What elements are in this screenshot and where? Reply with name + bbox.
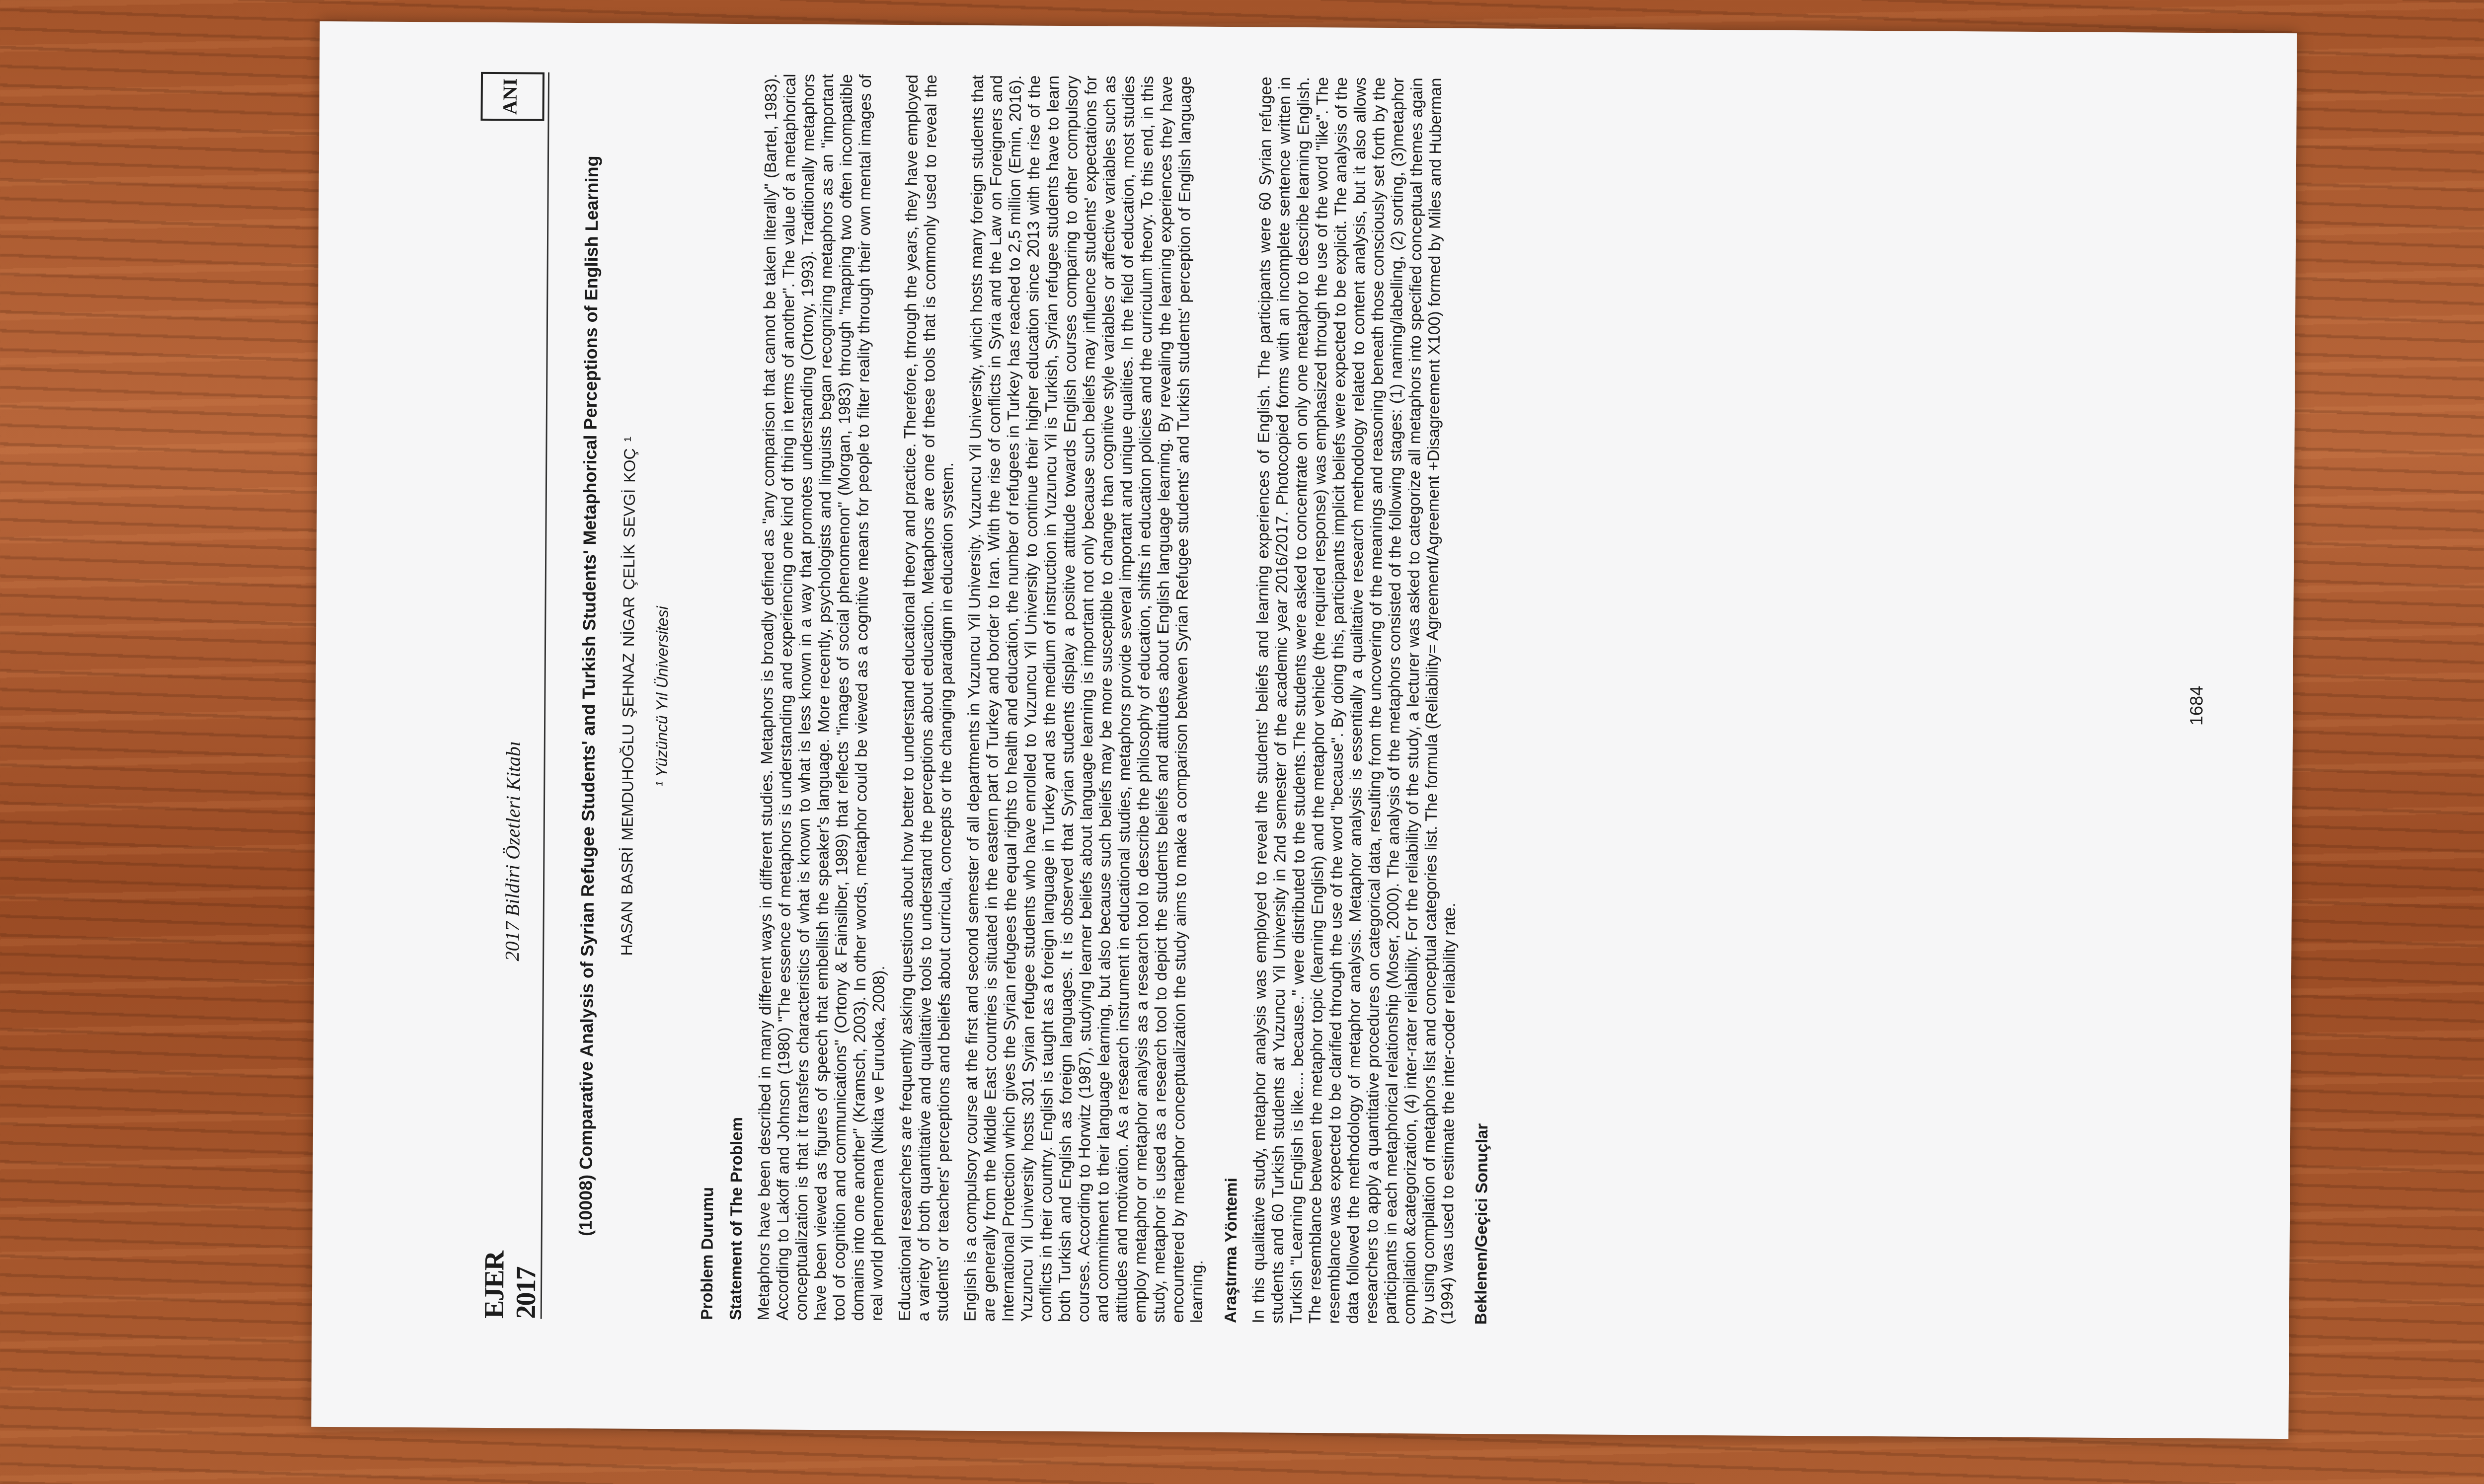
affiliation: ¹ Yüzüncü Yıl Üniversitesi [652,606,672,787]
section-subheading-statement: Statement of The Problem [726,1117,746,1321]
paragraph-4: In this qualitative study, metaphor analysis was employed to reveal the students' beliefs and learning experiences of English. The participants were 60 Syrian refugee students and 60 Turkish students at Yuzuncu Yil University in 2nd semester of the academic year 2016/2017. Photocopied forms with an incomplete sentence written in Turkish "Learning English is like.... because.." were distributed to the students.The students were asked to concentrate on only one metaphor to describe learning English. The resemblance between the metaphor topic (learning English) and the metaphor vehicle (the required response) was emphasized through the use of the word "like". The resemblance was expected to be clarified through the use of the word "because". By doing this, participants implicit beliefs were expected to be explicit. The analysis of the data followed the methodology of metaphor analysis. Metaphor analysis is essentially a qualitative research methodology related to content analysis, but it also allows researchers to apply a quantitative procedures on categorical data, resulting from the uncovering of the meanings and reasoning beneath those consciously set forth by the participants in each metaphorical relationship (Moser, 2000). The analysis of the metaphors consisted of the following stages: (1) naming/labelling, (2) sorting, (3)metaphor compilation &categorization, (4) inter-rater reliability. For the reliability of the study, a lecturer was asked to categorize all metaphors into specified conceptual themes again by using compilation of metaphors list and conceptual categories list. The formula (Reliability= Agreement/Agreement +Disagreement X100) formed by Miles and Huberman (1994) was used to estimate the inter-coder reliability rate. [1248,76,1459,1325]
header-rule [541,73,549,1319]
paper-sheet [311,21,2297,1439]
section-heading-results: Beklenen/Geçici Sonuçlar [1471,1123,1491,1325]
paragraph-1: Metaphors have been described in many different ways in different studies. Metaphors is broadly defined as "any comparison that cannot be taken literally" (Bartel, 1983). According to Lakoff and Johnson (1980) "The essence of metaphors is understanding and experiencing one kind of thing in terms of another". The value of a metaphorical conceptualization is that it transfers characteristics of what is known to what is less known in a way that promotes understanding (Ortony, 1993). Traditionally metaphors have been viewed as figures of speech that embellish the speaker's language. More recently, psychologists and linguists began recognizing metaphors as an "important tool of cognition and communications" (Ortony & Fainsilber, 1989) that reflects "images of social phenomenon" (Morgan, 1983) through "mapping two often incompatible domains into one another" (Kramsch, 2003). In other words, metaphor could be viewed as a cognitive means for people to filter reality through their own mental images of real world phenomena (Nikita ve Furuoka, 2008). [754,74,888,1321]
paragraph-2: Educational researchers are frequently asking questions about how better to understand educational theory and practice. Therefore, through the years, they have employed a variety of both quantitative and qualitative tools to understand the perceptions about education. Metaphors are one of these tools that is commonly used to reveal the students' or teachers' perceptions and beliefs about curricula, concepts or the changing paradigm in education system. [895,74,957,1322]
page-number: 1684 [2186,685,2207,726]
ejer-logo [478,1244,542,1319]
article [575,73,1498,1325]
page-content [468,72,2225,1329]
ejer-logo-text: EJER 2017 [478,1251,542,1319]
authors: HASAN BASRİ MEMDUHOĞLU ŞEHNAZ NİGAR ÇELİK SEVGİ KOÇ ¹ [618,436,639,956]
section-heading-method: Araştırma Yöntemi [1221,1178,1241,1324]
ani-logo: ANI [480,72,544,121]
book-title: 2017 Bildiri Özetleri Kitabı [501,741,525,962]
paragraph-3: English is a compulsory course at the first and second semester of all departments in Yuzuncu Yil University. Yuzuncu Yil University, which hosts many foreign students that are generally from the Middle East countries is situated in the eastern part of Turkey and border to Iran. With the rise of conflicts in Syria and the Law on Foreigners and International Protection which gives the Syrian refugees the equal rights to health and education, the number of refugees in Turkey has reached to 2,5 million (Emin, 2016). Yuzuncu Yil University hosts 301 Syrian refugee students who have enrolled to Yuzuncu Yil University to continue their higher education since 2013 with the rise of the conflicts in their country. English is taught as a foreign language in Turkey and as the medium of instruction in Yuzuncu Yil is Turkish, Syrian refugee students have to learn both Turkish and English as foreign languages. It is observed that Syrian students display a positive attitude towards English courses comparing to other compulsory courses. According to Horwitz (1987), studying learner beliefs about language learning is important not only because such beliefs may influence students' expectations for and commitment to their language learning, but also because such beliefs may be more susceptible to change than cognitive style variables or affective variables such as attitudes and motivation. As a research instrument in educational studies, metaphors provide several important and unique qualities. In the field of education, most studies employ metaphor or metaphor analysis as a research tool to describe the philosophy of education, shifts in education policies and the curriculum theory. To this end, in this study, metaphor is used as a research tool to depict the students beliefs and attitudes about English language learning. By revealing the learning experiences they have encountered by metaphor conceptualization the study aims to make a comparison between Syrian Refugee students' and Turkish students' perception of English language learning. [960,74,1206,1323]
section-heading-problem: Problem Durumu [697,1187,717,1320]
paper-title: (10008) Comparative Analysis of Syrian Refugee Students' and Turkish Students' Metaphorical Perceptions of English Learning [575,155,603,1237]
page-header [468,72,550,1319]
